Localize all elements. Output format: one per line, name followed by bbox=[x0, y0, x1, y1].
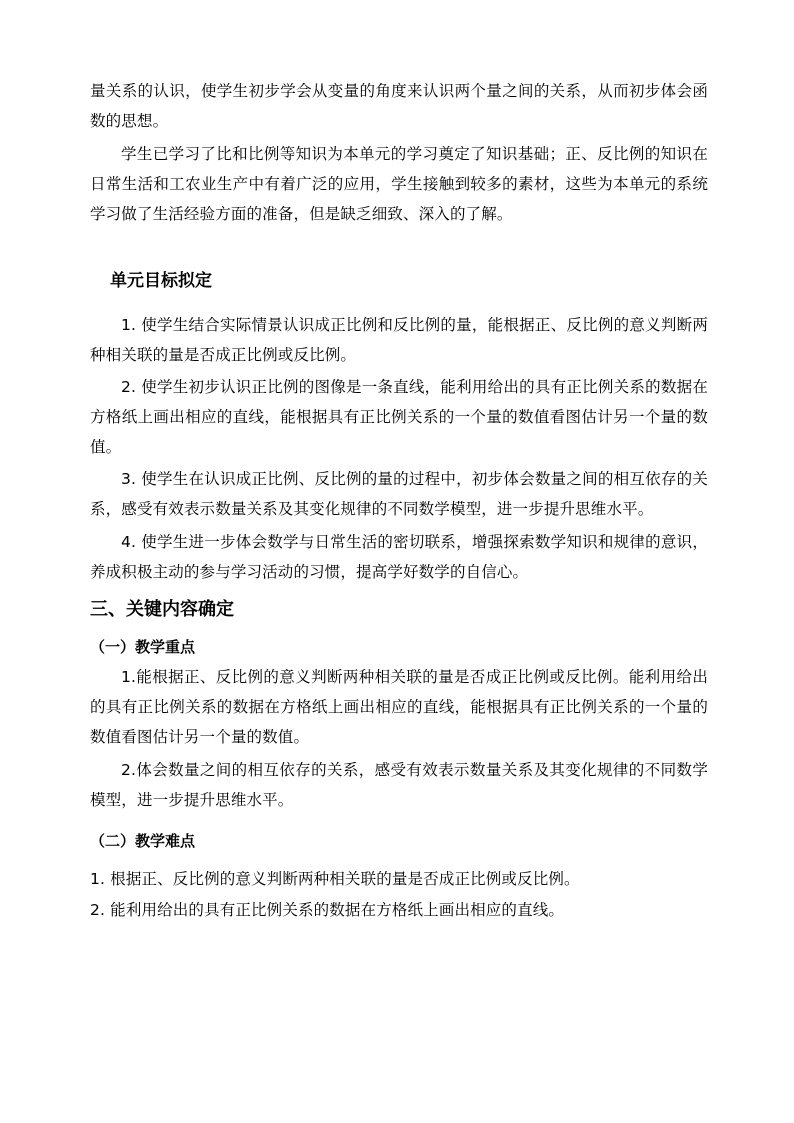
intro-paragraph-2: 学生已学习了比和比例等知识为本单元的学习奠定了知识基础；正、反比例的知识在日常生活和工农业生产中有着广泛的应用，学生接触到较多的素材，这些为本单元的系统学习做了生活经验方面的准备，但是缺乏细致、深入的了解。 bbox=[90, 145, 708, 223]
teaching-difficulty-heading: （二）教学难点 bbox=[90, 832, 196, 850]
teaching-focus-item-2: 2.体会数量之间的相互依存的关系，感受有效表示数量关系及其变化规律的不同数学模型，进一步提升思维水平。 bbox=[90, 761, 708, 809]
teaching-focus-item-1: 1.能根据正、反比例的意义判断两种相关联的量是否成正比例或反比例。能利用给出的具有正比例关系的数据在方格纸上画出相应的直线，能根据具有正比例关系的一个量的数值看图估计另一个量的数值。 bbox=[90, 668, 708, 746]
teaching-difficulty-item-2: 2. 能利用给出的具有正比例关系的数据在方格纸上画出相应的直线。 bbox=[90, 901, 565, 919]
unit-goal-item-3: 3. 使学生在认识成正比例、反比例的量的过程中，初步体会数量之间的相互依存的关系，感受有效表示数量关系及其变化规律的不同数学模型，进一步提升思维水平。 bbox=[90, 470, 708, 518]
intro-paragraph-1: 量关系的认识，使学生初步学会从变量的角度来认识两个量之间的关系，从而初步体会函数的思想。 bbox=[90, 82, 708, 130]
key-content-heading: 三、关键内容确定 bbox=[90, 599, 234, 620]
teaching-difficulty-item-1: 1. 根据正、反比例的意义判断两种相关联的量是否成正比例或反比例。 bbox=[90, 870, 580, 888]
unit-goal-item-2: 2. 使学生初步认识正比例的图像是一条直线，能利用给出的具有正比例关系的数据在方格纸上画出相应的直线，能根据具有正比例关系的一个量的数值看图估计另一个量的数值。 bbox=[90, 378, 708, 456]
unit-goal-item-4: 4. 使学生进一步体会数学与日常生活的密切联系，增强探索数学知识和规律的意识，养成积极主动的参与学习活动的习惯，提高学好数学的自信心。 bbox=[90, 533, 708, 581]
unit-goals-heading: 单元目标拟定 bbox=[110, 271, 212, 291]
unit-goal-item-1: 1. 使学生结合实际情景认识成正比例和反比例的量，能根据正、反比例的意义判断两种相关联的量是否成正比例或反比例。 bbox=[90, 316, 708, 364]
teaching-focus-heading: （一）教学重点 bbox=[90, 638, 196, 656]
